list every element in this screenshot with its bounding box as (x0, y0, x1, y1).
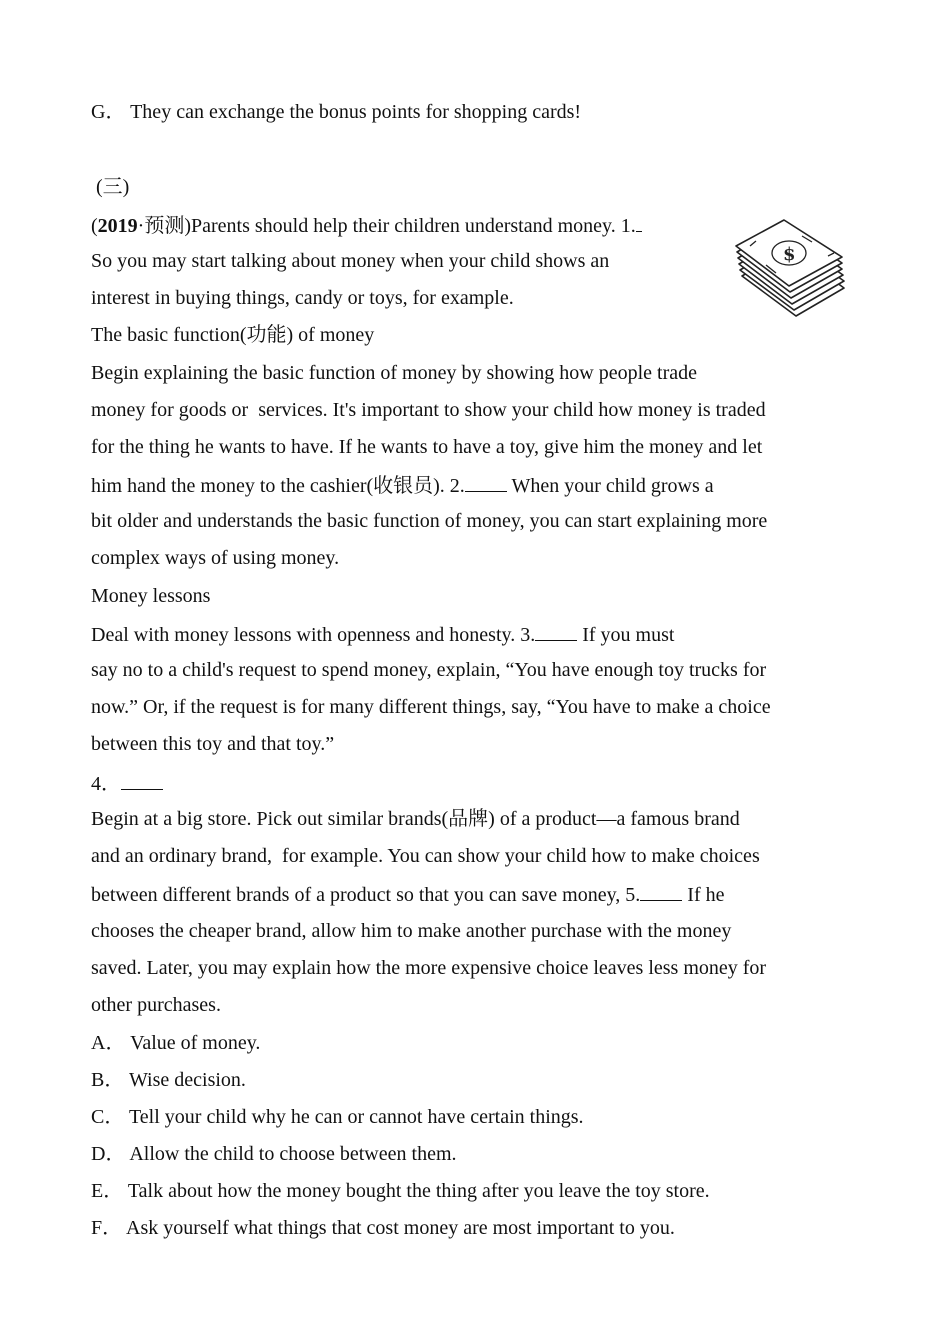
previous-option-g: G． They can exchange the bonus points for shopping cards! (91, 101, 582, 123)
passage-line-blank-2: him hand the money to the cashier(收银员). 2. When your child grows a (91, 471, 714, 497)
passage-line: bit older and understands the basic function of money, you can start explaining more (91, 510, 768, 532)
passage-line: say no to a child's request to spend money, explain, “You have enough toy trucks for (91, 659, 767, 681)
passage-line: for the thing he wants to have. If he wants to have a toy, give him the money and let (91, 436, 763, 458)
blank-1[interactable] (636, 211, 642, 232)
option-f: F． Ask yourself what things that cost money are most important to you. (91, 1217, 675, 1239)
passage-line: now.” Or, if the request is for many different things, say, “You have to make a choice (91, 696, 771, 718)
blank-2[interactable] (465, 471, 507, 492)
option-a: A． Value of money. (91, 1032, 261, 1054)
passage-line-blank-5: between different brands of a product so that you can save money, 5. If he (91, 880, 724, 906)
passage-line: So you may start talking about money when your child shows an (91, 250, 610, 272)
heading-blank-4: 4． (91, 769, 163, 795)
option-c: C． Tell your child why he can or cannot have certain things. (91, 1106, 584, 1128)
option-e: E． Talk about how the money bought the thing after you leave the toy store. (91, 1180, 710, 1202)
passage-line: between this toy and that toy.” (91, 733, 335, 755)
passage-line: chooses the cheaper brand, allow him to make another purchase with the money (91, 920, 732, 942)
blank-5[interactable] (640, 880, 682, 901)
passage-line: other purchases. (91, 994, 221, 1016)
passage-line: complex ways of using money. (91, 547, 340, 569)
passage-line: Begin explaining the basic function of money by showing how people trade (91, 362, 697, 384)
option-d: D． Allow the child to choose between them. (91, 1143, 457, 1165)
blank-3[interactable] (535, 620, 577, 641)
passage-line: saved. Later, you may explain how the more expensive choice leaves less money for (91, 957, 767, 979)
blank-4[interactable] (121, 769, 163, 790)
money-stack-icon (732, 218, 854, 326)
subheading-basic-function: The basic function(功能) of money (91, 324, 375, 346)
subheading-money-lessons: Money lessons (91, 585, 211, 607)
passage-line: interest in buying things, candy or toys, for example. (91, 287, 514, 309)
passage-line: money for goods or services. It's important to show your child how money is traded (91, 399, 766, 421)
passage-line: and an ordinary brand, for example. You can show your child how to make choices (91, 845, 760, 867)
section-marker: (三) (96, 176, 130, 198)
dollar-symbol: $ (783, 244, 796, 265)
option-b: B． Wise decision. (91, 1069, 246, 1091)
passage-line-blank-3: Deal with money lessons with openness and honesty. 3. If you must (91, 620, 674, 646)
passage-header: (2019·预测)Parents should help their children understand money. 1. (91, 211, 642, 237)
passage-line: Begin at a big store. Pick out similar brands(品牌) of a product—a famous brand (91, 808, 740, 830)
year-tag: 2019 (97, 215, 138, 237)
